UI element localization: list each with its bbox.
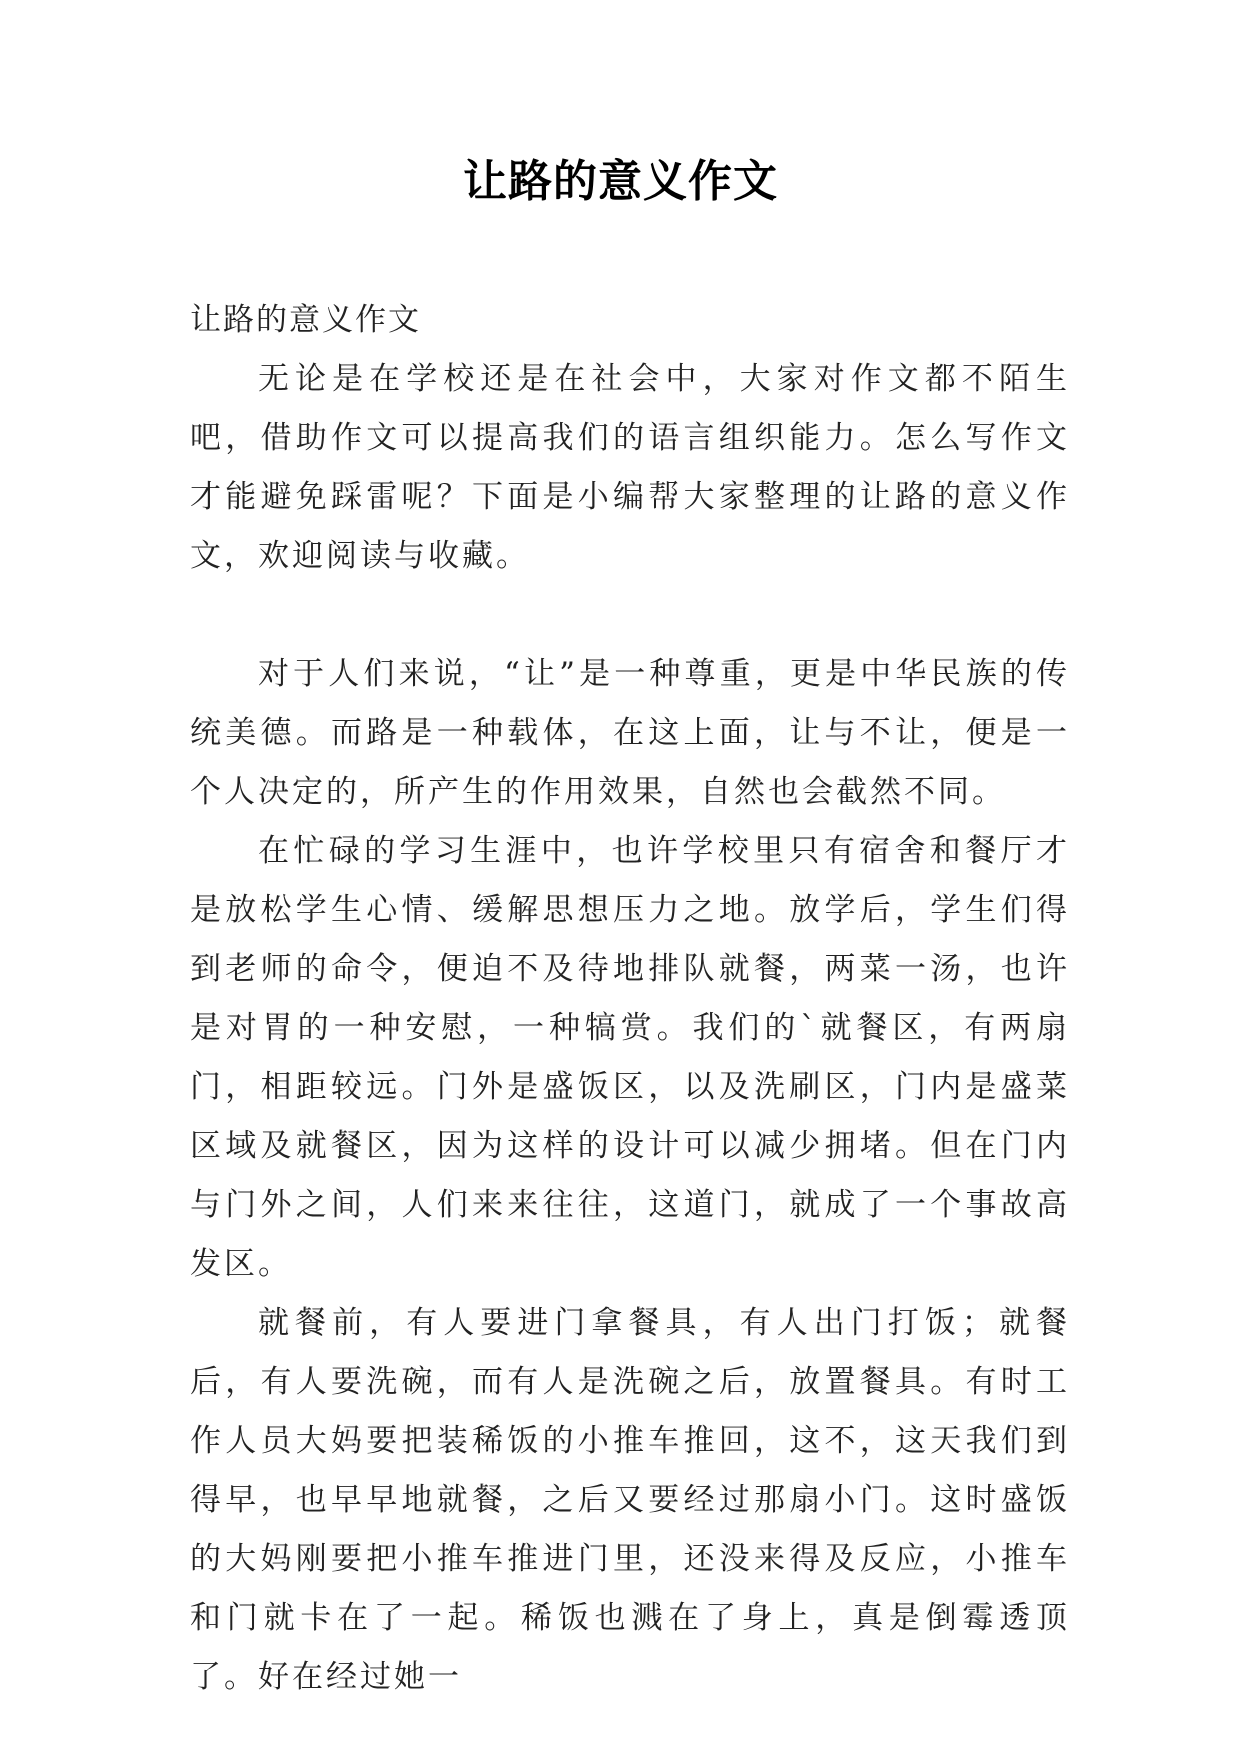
document-body (190, 291, 1070, 1707)
body-paragraph-1: 对于人们来说，“让”是一种尊重，更是中华民族的传统美德。而路是一种载体，在这上面，让与不让，便是一个人决定的，所产生的作用效果，自然也会截然不同。 (190, 656, 1070, 810)
document-title: 让路的意义作文 (463, 156, 778, 207)
paragraph-spacer (190, 586, 1070, 645)
body-paragraph-2: 在忙碌的学习生涯中，也许学校里只有宿舍和餐厅才是放松学生心情、缓解思想压力之地。放学后，学生们得到老师的命令，便迫不及待地排队就餐，两菜一汤，也许是对胃的一种安慰，一种犒赏。我们的`就餐区，有两扇门，相距较远。门外是盛饭区，以及洗刷区，门内是盛菜区域及就餐区，因为这样的设计可以减少拥堵。但在门内与门外之间，人们来来往往，这道门，就成了一个事故高发区。 (190, 833, 1070, 1282)
body-paragraph-3: 就餐前，有人要进门拿餐具，有人出门打饭；就餐后，有人要洗碗，而有人是洗碗之后，放置餐具。有时工作人员大妈要把装稀饭的小推车推回，这不，这天我们到得早，也早早地就餐，之后又要经过那扇小门。这时盛饭的大妈刚要把小推车推进门里，还没来得及反应，小推车和门就卡在了一起。稀饭也溅在了身上，真是倒霉透顶了。好在经过她一 (190, 1305, 1070, 1695)
document-subtitle: 让路的意义作文 (190, 302, 421, 338)
intro-paragraph: 无论是在学校还是在社会中，大家对作文都不陌生吧，借助作文可以提高我们的语言组织能力。怎么写作文才能避免踩雷呢？下面是小编帮大家整理的让路的意义作文，欢迎阅读与收藏。 (190, 361, 1070, 574)
